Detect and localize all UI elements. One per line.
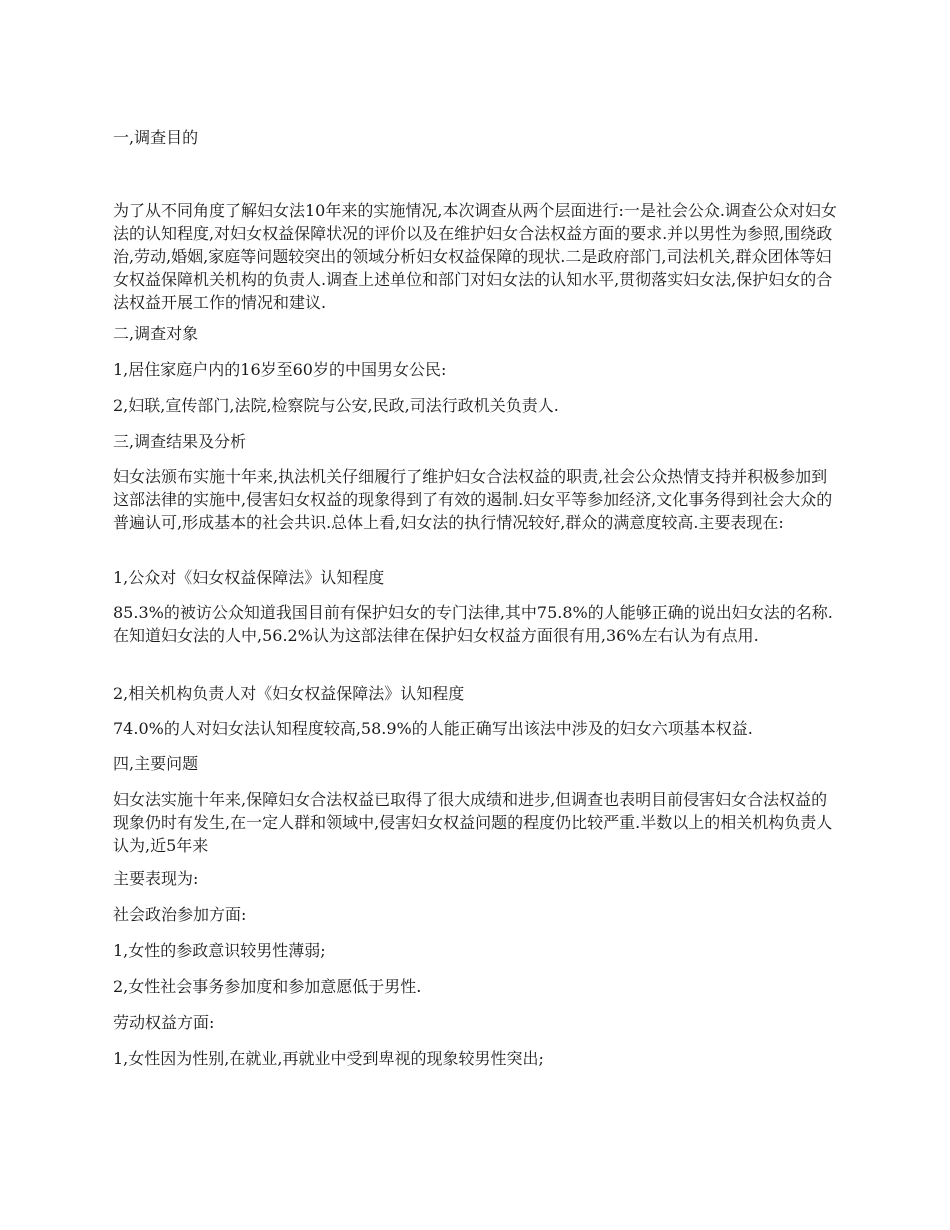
list-item-political-2: 2,女性社会事务参加度和参加意愿低于男性. [113, 977, 422, 996]
subheading-public-awareness: 1,公众对《妇女权益保障法》认知程度 [113, 568, 385, 587]
paragraph-results-body: 妇女法颁布实施十年来,执法机关仔细履行了维护妇女合法权益的职责,社会公众热情支持并积极参加到这部法律的实施中,侵害妇女权益的现象得到了有效的遏制.妇女平等参加经济,文化事务得到社会大众的普遍认可,形成基本的社会共识.总体上看,妇女法的执行情况较好,群众的满意度较高.主要表现在: [113, 467, 833, 532]
paragraph-main-manifestations: 主要表现为: [113, 869, 199, 888]
subheading-agency-awareness: 2,相关机构负责人对《妇女权益保障法》认知程度 [113, 684, 465, 703]
paragraph-agency-awareness: 74.0%的人对妇女法认知程度较高,58.9%的人能正确写出该法中涉及的妇女六项基本权益. [113, 719, 753, 738]
paragraph-problems-body: 妇女法实施十年来,保障妇女合法权益已取得了很大成绩和进步,但调查也表明目前侵害妇女合法权益的现象仍时有发生,在一定人群和领域中,侵害妇女权益问题的程度仍比较严重.半数以上的相关机构负责人认为,近5年来 [113, 790, 833, 855]
list-item-subject-1: 1,居住家庭户内的16岁至60岁的中国男女公民: [113, 360, 447, 379]
subheading-political-participation: 社会政治参加方面: [113, 905, 247, 924]
section-heading-results: 三,调查结果及分析 [113, 432, 247, 451]
section-heading-problems: 四,主要问题 [113, 754, 199, 773]
paragraph-public-awareness: 85.3%的被访公众知道我国目前有保护妇女的专门法律,其中75.8%的人能够正确的说出妇女法的名称.在知道妇女法的人中,56.2%认为这部法律在保护妇女权益方面很有用,36%左右认为有点用. [113, 603, 833, 645]
list-item-political-1: 1,女性的参政意识较男性薄弱; [113, 941, 326, 960]
list-item-labor-1: 1,女性因为性别,在就业,再就业中受到卑视的现象较男性突出; [113, 1049, 544, 1068]
section-heading-purpose: 一,调查目的 [113, 128, 199, 147]
paragraph-purpose-body: 为了从不同角度了解妇女法10年来的实施情况,本次调查从两个层面进行:一是社会公众.调查公众对妇女法的认知程度,对妇女权益保障状况的评价以及在维护妇女合法权益方面的要求.并以男性为参照,围绕政治,劳动,婚姻,家庭等问题较突出的领域分析妇女权益保障的现状.二是政府部门,司法机关,群众团体等妇女权益保障机关机构的负责人.调查上述单位和部门对妇女法的认知水平,贯彻落实妇女法,保护妇女的合法权益开展工作的情况和建议. [113, 201, 837, 312]
section-heading-subjects: 二,调查对象 [113, 324, 199, 343]
subheading-labor-rights: 劳动权益方面: [113, 1013, 215, 1032]
list-item-subject-2: 2,妇联,宣传部门,法院,检察院与公安,民政,司法行政机关负责人. [113, 396, 559, 415]
